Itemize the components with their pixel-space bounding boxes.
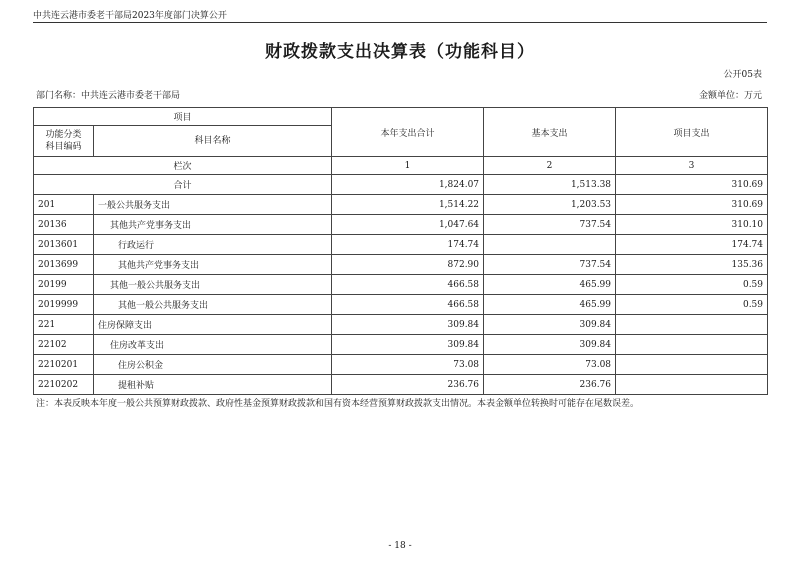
row-code: 20199 xyxy=(34,275,94,295)
row-total: 73.08 xyxy=(332,355,484,375)
row-name: 住房保障支出 xyxy=(94,315,332,335)
table-row xyxy=(34,315,768,335)
row-name: 行政运行 xyxy=(94,235,332,255)
row-total: 174.74 xyxy=(332,235,484,255)
row-code: 221 xyxy=(34,315,94,335)
row-basic: 1,203.53 xyxy=(484,195,616,215)
row-code: 2210201 xyxy=(34,355,94,375)
row-project xyxy=(616,335,768,355)
page-number: - 18 - xyxy=(388,541,412,551)
table-row xyxy=(34,195,768,215)
table-row xyxy=(34,295,768,315)
row-total: 309.84 xyxy=(332,335,484,355)
page-title: 财政拨款支出决算表（功能科目） xyxy=(265,42,535,62)
row-code: 2019999 xyxy=(34,295,94,315)
table-row xyxy=(34,375,768,395)
row-total: 466.58 xyxy=(332,275,484,295)
row-project: 135.36 xyxy=(616,255,768,275)
row-name: 其他一般公共服务支出 xyxy=(94,275,332,295)
row-name: 其他共产党事务支出 xyxy=(94,215,332,235)
row-code: 2013601 xyxy=(34,235,94,255)
table-row xyxy=(34,355,768,375)
row-basic: 236.76 xyxy=(484,375,616,395)
row-name: 一般公共服务支出 xyxy=(94,195,332,215)
row-basic: 309.84 xyxy=(484,315,616,335)
header-subject-name: 科目名称 xyxy=(94,126,332,157)
row-total: 1,047.64 xyxy=(332,215,484,235)
row-name: 住房改革支出 xyxy=(94,335,332,355)
row-basic xyxy=(484,235,616,255)
total-basic: 1,513.38 xyxy=(484,175,616,195)
row-basic: 737.54 xyxy=(484,215,616,235)
row-basic: 73.08 xyxy=(484,355,616,375)
department-name: 部门名称：中共连云港市委老干部局 xyxy=(36,91,181,101)
header-divider xyxy=(33,22,767,23)
column-index-label: 栏次 xyxy=(34,157,332,175)
header-basic: 基本支出 xyxy=(484,108,616,157)
row-code: 201 xyxy=(34,195,94,215)
row-project: 174.74 xyxy=(616,235,768,255)
row-project xyxy=(616,355,768,375)
header-function-code: 功能分类 科目编码 xyxy=(34,126,94,157)
row-project xyxy=(616,315,768,335)
document-header: 中共连云港市委老干部局2023年度部门决算公开 xyxy=(33,11,227,21)
row-project: 0.59 xyxy=(616,295,768,315)
row-code: 20136 xyxy=(34,215,94,235)
header-total: 本年支出合计 xyxy=(332,108,484,157)
row-code: 22102 xyxy=(34,335,94,355)
column-index-1: 1 xyxy=(332,157,484,175)
row-basic: 309.84 xyxy=(484,335,616,355)
row-basic: 465.99 xyxy=(484,295,616,315)
header-project: 项目 xyxy=(34,108,332,126)
row-name: 其他共产党事务支出 xyxy=(94,255,332,275)
form-number: 公开05表 xyxy=(723,70,762,80)
row-name: 其他一般公共服务支出 xyxy=(94,295,332,315)
table-row xyxy=(34,215,768,235)
row-total: 872.90 xyxy=(332,255,484,275)
column-index-3: 3 xyxy=(616,157,768,175)
total-amount: 1,824.07 xyxy=(332,175,484,195)
row-project: 310.69 xyxy=(616,195,768,215)
table-note: 注：本表反映本年度一般公共预算财政拨款、政府性基金预算财政拨款和国有资本经营预算财政拨款支出情况。本表金额单位转换时可能存在尾数误差。 xyxy=(36,399,640,409)
row-basic: 737.54 xyxy=(484,255,616,275)
table-row xyxy=(34,255,768,275)
row-code: 2210202 xyxy=(34,375,94,395)
row-total: 309.84 xyxy=(332,315,484,335)
row-name: 提租补贴 xyxy=(94,375,332,395)
row-project: 310.10 xyxy=(616,215,768,235)
row-project: 0.59 xyxy=(616,275,768,295)
row-code: 2013699 xyxy=(34,255,94,275)
header-project-expenditure: 项目支出 xyxy=(616,108,768,157)
row-total: 1,514.22 xyxy=(332,195,484,215)
amount-unit: 金额单位：万元 xyxy=(698,91,762,101)
row-name: 住房公积金 xyxy=(94,355,332,375)
column-index-2: 2 xyxy=(484,157,616,175)
table-row xyxy=(34,235,768,255)
row-total: 466.58 xyxy=(332,295,484,315)
total-project: 310.69 xyxy=(616,175,768,195)
table-row xyxy=(34,275,768,295)
expenditure-table xyxy=(33,107,768,395)
row-project xyxy=(616,375,768,395)
row-basic: 465.99 xyxy=(484,275,616,295)
table-row xyxy=(34,335,768,355)
total-label: 合计 xyxy=(34,175,332,195)
row-total: 236.76 xyxy=(332,375,484,395)
